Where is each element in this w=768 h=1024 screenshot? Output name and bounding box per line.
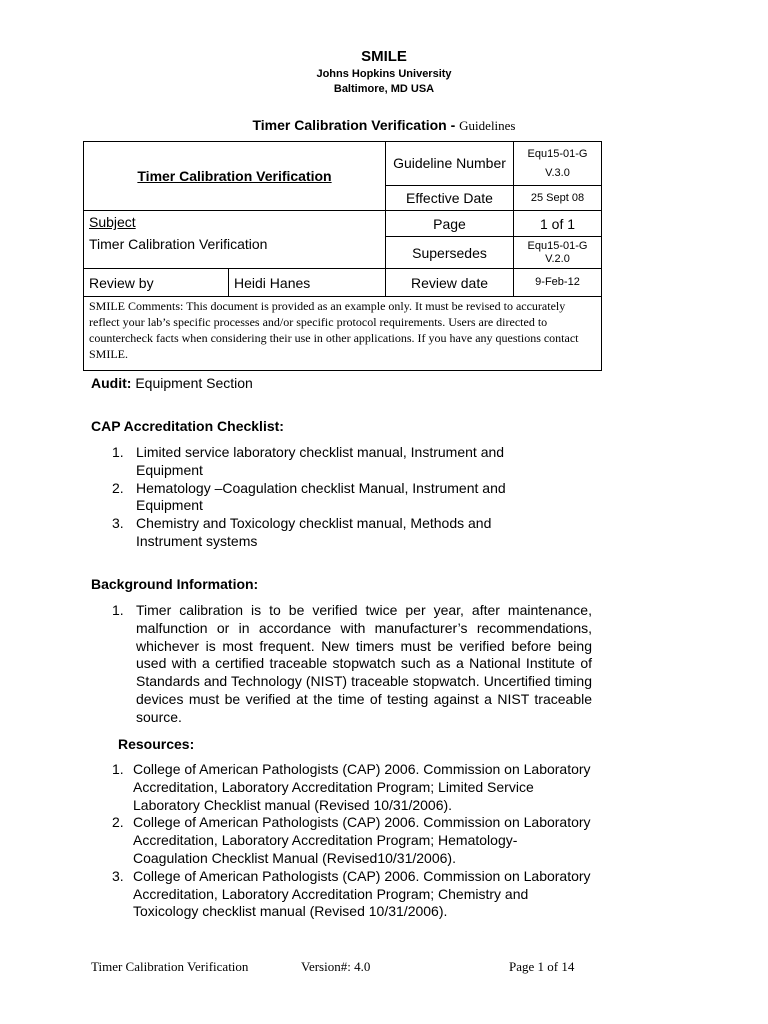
guideline-number-cell xyxy=(514,142,602,186)
supersedes-version: V.2.0 xyxy=(545,252,570,265)
guideline-number-value: Equ15-01-G xyxy=(527,147,588,160)
list-item xyxy=(112,444,542,480)
review-date-value: 9-Feb-12 xyxy=(514,269,602,297)
list-item xyxy=(112,814,592,867)
document-info-table xyxy=(83,141,602,371)
list-item xyxy=(112,761,592,814)
resources-heading: Resources: xyxy=(118,736,195,752)
list-number: 2. xyxy=(112,479,124,496)
list-number: 1. xyxy=(112,444,124,460)
list-item xyxy=(112,602,592,727)
table-title-cell xyxy=(84,142,386,211)
list-number: 1. xyxy=(112,602,124,618)
list-text: College of American Pathologists (CAP) 2006. Commission on Laboratory Accreditation, Laboratory Accreditation Program; Hematology-Coagulation Checklist Manual (Revised10/31/2006). xyxy=(133,814,591,866)
list-item xyxy=(112,515,542,551)
location: Baltimore, MD USA xyxy=(333,83,435,95)
background-heading: Background Information: xyxy=(91,576,259,592)
footer-title: Timer Calibration Verification xyxy=(91,959,249,974)
list-number: 1. xyxy=(112,761,124,777)
list-text: College of American Pathologists (CAP) 2006. Commission on Laboratory Accreditation, Laboratory Accreditation Program; Limited Service Laboratory Checklist manual (Revised 10/31/2006). xyxy=(133,761,591,813)
audit-line xyxy=(91,375,253,391)
footer-page: Page 1 of 14 xyxy=(509,959,575,974)
list-item xyxy=(112,868,592,921)
footer-version: Version#: 4.0 xyxy=(301,959,371,974)
review-by-value: Heidi Hanes xyxy=(229,269,386,297)
list-number: 3. xyxy=(112,867,124,884)
list-text: College of American Pathologists (CAP) 2006. Commission on Laboratory Accreditation, Laboratory Accreditation Program; Chemistry and Toxicology checklist manual (Revised 10/31/2006). xyxy=(133,867,591,920)
cap-heading: CAP Accreditation Checklist: xyxy=(91,418,284,434)
audit-value: Equipment Section xyxy=(135,375,253,391)
table-title: Timer Calibration Verification xyxy=(137,168,332,184)
list-item xyxy=(112,480,542,516)
resources-list xyxy=(112,761,592,921)
subject-label: Subject xyxy=(89,214,136,230)
list-text: Timer calibration is to be verified twice per year, after maintenance, malfunction or in accordance with manufacturer’s recommendations, whichever is most frequent. New timers must be verified before being used with a certified traceable stopwatch such as a National Institute of Standards and Technology (NIST) traceable stopwatch. Uncertified timing devices must be verified at the time of testing against a NIST traceable source. xyxy=(136,602,592,725)
effective-date-value: 25 Sept 08 xyxy=(514,186,602,211)
audit-label: Audit: xyxy=(91,375,132,391)
document-title xyxy=(0,117,768,134)
list-number: 3. xyxy=(112,515,124,532)
university-name: Johns Hopkins University xyxy=(316,68,452,80)
document-title-main: Timer Calibration Verification - xyxy=(252,117,456,133)
list-text: Hematology –Coagulation checklist Manual, Instrument and Equipment xyxy=(136,479,506,514)
page-value: 1 of 1 xyxy=(514,211,602,237)
supersedes-cell xyxy=(514,237,602,269)
guideline-version: V.3.0 xyxy=(545,166,570,179)
background-list xyxy=(112,602,592,727)
list-text: Chemistry and Toxicology checklist manual, Methods and Instrument systems xyxy=(136,515,492,549)
supersedes-label: Supersedes xyxy=(386,237,514,269)
org-name: SMILE xyxy=(361,48,407,65)
review-date-label: Review date xyxy=(386,269,514,297)
subject-cell xyxy=(84,211,386,269)
cap-list xyxy=(112,444,542,551)
effective-date-label: Effective Date xyxy=(386,186,514,211)
document-title-suffix: Guidelines xyxy=(459,118,516,133)
guideline-number-label: Guideline Number xyxy=(386,142,514,186)
list-number: 2. xyxy=(112,814,124,831)
subject-value: Timer Calibration Verification xyxy=(89,236,268,252)
review-by-label: Review by xyxy=(84,269,229,297)
page-label: Page xyxy=(386,211,514,237)
list-text: Limited service laboratory checklist manual, Instrument and Equipment xyxy=(136,444,505,478)
supersedes-value: Equ15-01-G xyxy=(527,239,588,252)
smile-comments: SMILE Comments: This document is provided as an example only. It must be revised to accurately reflect your lab’s specific processes and/or specific protocol requirements. Users are directed to countercheck facts when considering their use in other applications. If you have any questions contact SMILE. xyxy=(84,297,602,371)
